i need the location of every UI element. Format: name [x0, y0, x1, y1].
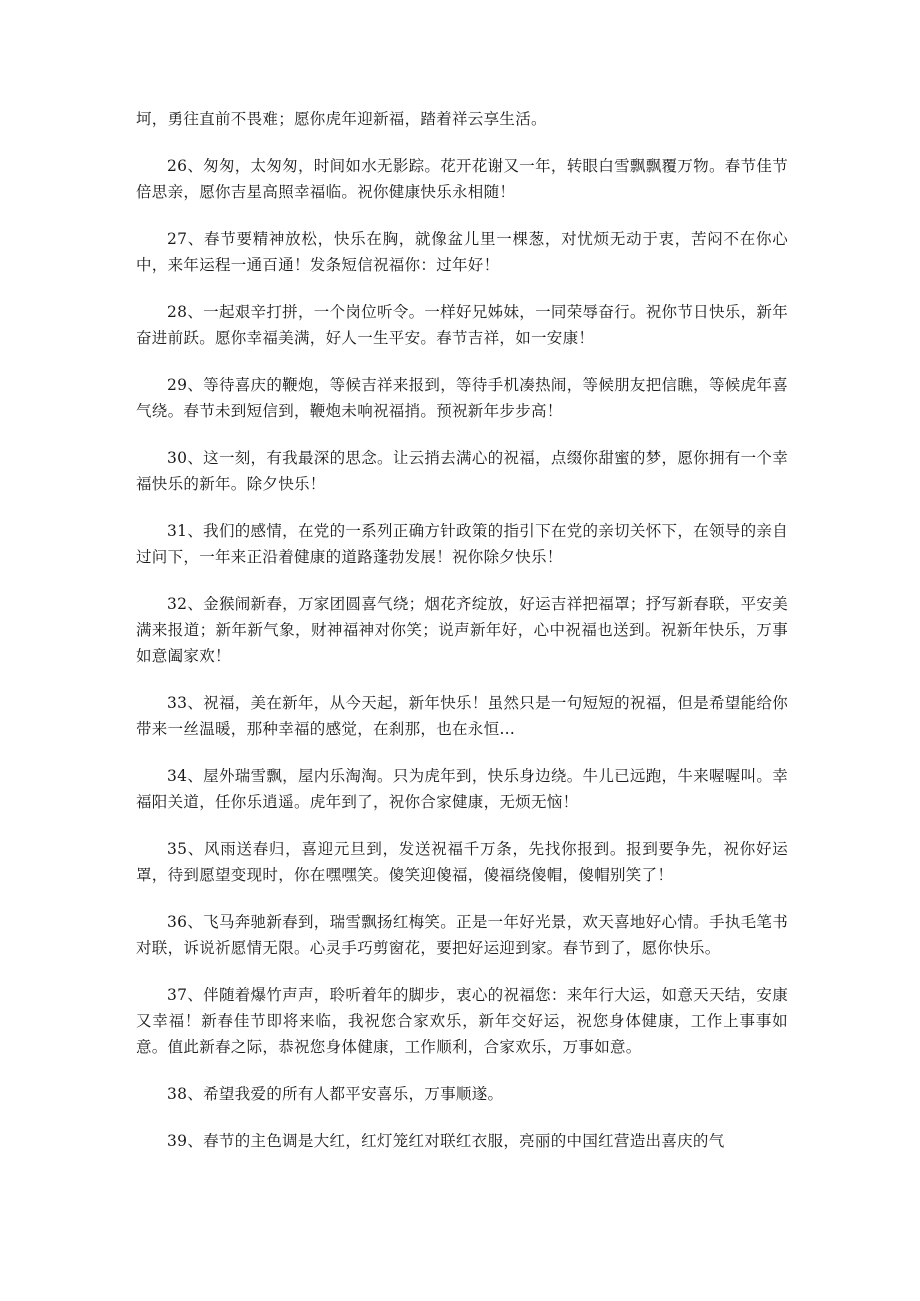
- paragraph-36: 36、飞马奔驰新春到，瑞雪飘扬红梅笑。正是一年好光景，欢天喜地好心情。手执毛笔书对联，诉说祈愿情无限。心灵手巧剪窗花，要把好运迎到家。春节到了，愿你快乐。: [136, 913, 788, 957]
- paragraph-35: 35、风雨送春归，喜迎元旦到，发送祝福千万条，先找你报到。报到要争先，祝你好运罩，待到愿望变现时，你在嘿嘿笑。傻笑迎傻福，傻福绕傻帽，傻帽别笑了！: [136, 840, 788, 884]
- paragraph-26: 26、匆匆，太匆匆，时间如水无影踪。花开花谢又一年，转眼白雪飘飘覆万物。春节佳节倍思亲，愿你吉星高照幸福临。祝你健康快乐永相随！: [136, 157, 788, 201]
- paragraph-30: 30、这一刻，有我最深的思念。让云捎去满心的祝福，点缀你甜蜜的梦，愿你拥有一个幸福快乐的新年。除夕快乐！: [136, 449, 788, 493]
- paragraph-29: 29、等待喜庆的鞭炮，等候吉祥来报到，等待手机凑热闹，等候朋友把信瞧，等候虎年喜气绕。春节未到短信到，鞭炮未响祝福捎。预祝新年步步高！: [136, 376, 788, 420]
- paragraph-38: 38、希望我爱的所有人都平安喜乐，万事顺遂。: [167, 1085, 504, 1103]
- paragraph-0: 坷，勇往直前不畏难；愿你虎年迎新福，踏着祥云享生活。: [136, 110, 547, 128]
- paragraph-28: 28、一起艰辛打拼，一个岗位听令。一样好兄姊妹，一同荣辱奋行。祝你节日快乐，新年奋进前跃。愿你幸福美满，好人一生平安。春节吉祥，如一安康！: [136, 303, 788, 347]
- paragraph-39: 39、春节的主色调是大红，红灯笼红对联红衣服，亮丽的中国红营造出喜庆的气: [167, 1132, 725, 1150]
- paragraph-33: 33、祝福，美在新年，从今天起，新年快乐！虽然只是一句短短的祝福，但是希望能给你带来一丝温暖，那种幸福的感觉，在刹那，也在永恒…: [136, 694, 788, 738]
- document-body: [136, 106, 788, 1175]
- paragraph-32: 32、金猴闹新春，万家团圆喜气绕；烟花齐绽放，好运吉祥把福罩；抒写新春联，平安美满来报道；新年新气象，财神福神对你笑；说声新年好，心中祝福也送到。祝新年快乐，万事如意阖家欢！: [136, 595, 788, 665]
- paragraph-31: 31、我们的感情，在党的一系列正确方针政策的指引下在党的亲切关怀下，在领导的亲自过问下，一年来正沿着健康的道路蓬勃发展！祝你除夕快乐！: [136, 522, 788, 566]
- paragraph-37: 37、伴随着爆竹声声，聆听着年的脚步，衷心的祝福您：来年行大运，如意天天结，安康又幸福！新春佳节即将来临，我祝您合家欢乐，新年交好运，祝您身体健康，工作上事事如意。值此新春之际，恭祝您身体健康，工作顺利，合家欢乐，万事如意。: [136, 986, 788, 1056]
- paragraph-34: 34、屋外瑞雪飘，屋内乐淘淘。只为虎年到，快乐身边绕。牛儿已远跑，牛来喔喔叫。幸福阳关道，任你乐逍遥。虎年到了，祝你合家健康，无烦无恼！: [136, 767, 788, 811]
- paragraph-27: 27、春节要精神放松，快乐在胸，就像盆儿里一棵葱，对忧烦无动于衷，苦闷不在你心中，来年运程一通百通！发条短信祝福你：过年好！: [136, 230, 788, 274]
